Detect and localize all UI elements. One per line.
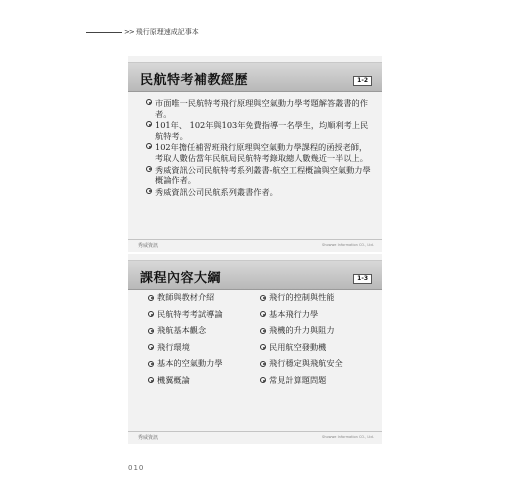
list-item-text: 飛行的控制與性能 bbox=[269, 292, 335, 302]
bullet-circle-icon bbox=[146, 143, 152, 149]
bullet-circle-icon bbox=[146, 166, 152, 172]
list-item-text: 101年、 102年與103年免費指導一名學生，均順利考上民航特考。 bbox=[155, 120, 369, 141]
slide-title: 課程內容大綱 bbox=[140, 271, 222, 286]
list-item bbox=[146, 120, 374, 141]
bullet-circle-icon bbox=[148, 311, 154, 317]
list-item-text: 102年擔任補習班飛行原理與空氣動力學課程的函授老師，考取人數佔當年民航局民航特考錄取總人數幾近一半以上。 bbox=[155, 142, 368, 163]
footer-company: Showwe Information CO., Ltd. bbox=[322, 243, 374, 247]
bullet-circle-icon bbox=[260, 377, 266, 383]
running-header bbox=[86, 26, 199, 38]
list-item-text: 飛行穩定與飛航安全 bbox=[269, 358, 343, 368]
list-item-text: 秀威資訊公司民航特考系列叢書-航空工程概論與空氣動力學概論作者。 bbox=[155, 164, 371, 186]
bullet-circle-icon bbox=[260, 344, 266, 350]
list-item-text: 教師與教材介紹 bbox=[157, 292, 215, 302]
bullet-circle-icon bbox=[260, 311, 266, 317]
footer-publisher: 秀威資訊 bbox=[138, 435, 159, 441]
list-item bbox=[146, 187, 374, 198]
slide-footer bbox=[128, 431, 382, 444]
list-item bbox=[260, 309, 372, 321]
bullet-circle-icon bbox=[148, 377, 154, 383]
list-item bbox=[146, 142, 374, 163]
list-item bbox=[260, 342, 372, 354]
page-number: 010 bbox=[128, 464, 145, 472]
list-item bbox=[148, 375, 260, 387]
bullet-circle-icon bbox=[146, 121, 152, 127]
slide-number-badge: 1-3 bbox=[353, 274, 372, 284]
list-item bbox=[148, 358, 260, 370]
header-title: 飛行原理速成記事本 bbox=[135, 28, 199, 36]
list-item-text: 基本飛行力學 bbox=[269, 308, 319, 319]
list-item-text: 民用航空發動機 bbox=[269, 341, 327, 352]
bullet-circle-icon bbox=[148, 328, 154, 334]
list-item-text: 秀威資訊公司民航系列叢書作者。 bbox=[155, 186, 278, 197]
list-item bbox=[148, 325, 260, 337]
list-item bbox=[260, 325, 372, 337]
bullet-circle-icon bbox=[148, 344, 154, 350]
list-item-text: 飛航基本觀念 bbox=[157, 325, 207, 335]
slide-title-bar bbox=[128, 62, 382, 92]
list-item-text: 飛機的升力與阻力 bbox=[269, 325, 335, 335]
list-item-text: 飛行環境 bbox=[157, 341, 190, 352]
list-item-text: 常見計算題問題 bbox=[269, 374, 327, 385]
bullet-circle-icon bbox=[148, 295, 154, 301]
list-item bbox=[148, 292, 260, 304]
list-item bbox=[260, 358, 372, 370]
list-item-text: 機翼概論 bbox=[157, 374, 190, 385]
footer-publisher: 秀威資訊 bbox=[138, 243, 159, 249]
outline-grid bbox=[148, 292, 378, 386]
list-item-text: 市面唯一民航特考飛行原理與空氣動力學考題解答叢書的作者。 bbox=[155, 98, 368, 119]
bullet-circle-icon bbox=[146, 188, 152, 194]
list-item bbox=[146, 98, 374, 119]
slide-footer bbox=[128, 239, 382, 252]
bullet-circle-icon bbox=[260, 295, 266, 301]
bullet-circle-icon bbox=[146, 99, 152, 105]
bullet-circle-icon bbox=[260, 361, 266, 367]
slide-teaching-experience bbox=[128, 56, 382, 252]
list-item bbox=[148, 342, 260, 354]
footer-company: Showwe Information CO., Ltd. bbox=[322, 435, 374, 439]
slide-title: 民航特考補教經歷 bbox=[140, 73, 249, 88]
slide-course-outline bbox=[128, 254, 382, 444]
list-item-text: 民航特考考試導論 bbox=[157, 308, 223, 319]
list-item bbox=[260, 292, 372, 304]
experience-list bbox=[146, 98, 374, 198]
bullet-circle-icon bbox=[148, 361, 154, 367]
slide-title-bar bbox=[128, 260, 382, 290]
list-item bbox=[260, 375, 372, 387]
header-rule bbox=[86, 32, 122, 33]
list-item-text: 基本的空氣動力學 bbox=[157, 358, 223, 368]
list-item bbox=[146, 165, 374, 186]
bullet-circle-icon bbox=[260, 328, 266, 334]
list-item bbox=[148, 309, 260, 321]
slide-number-badge: 1-2 bbox=[353, 76, 372, 86]
header-arrows: >> bbox=[124, 28, 134, 36]
